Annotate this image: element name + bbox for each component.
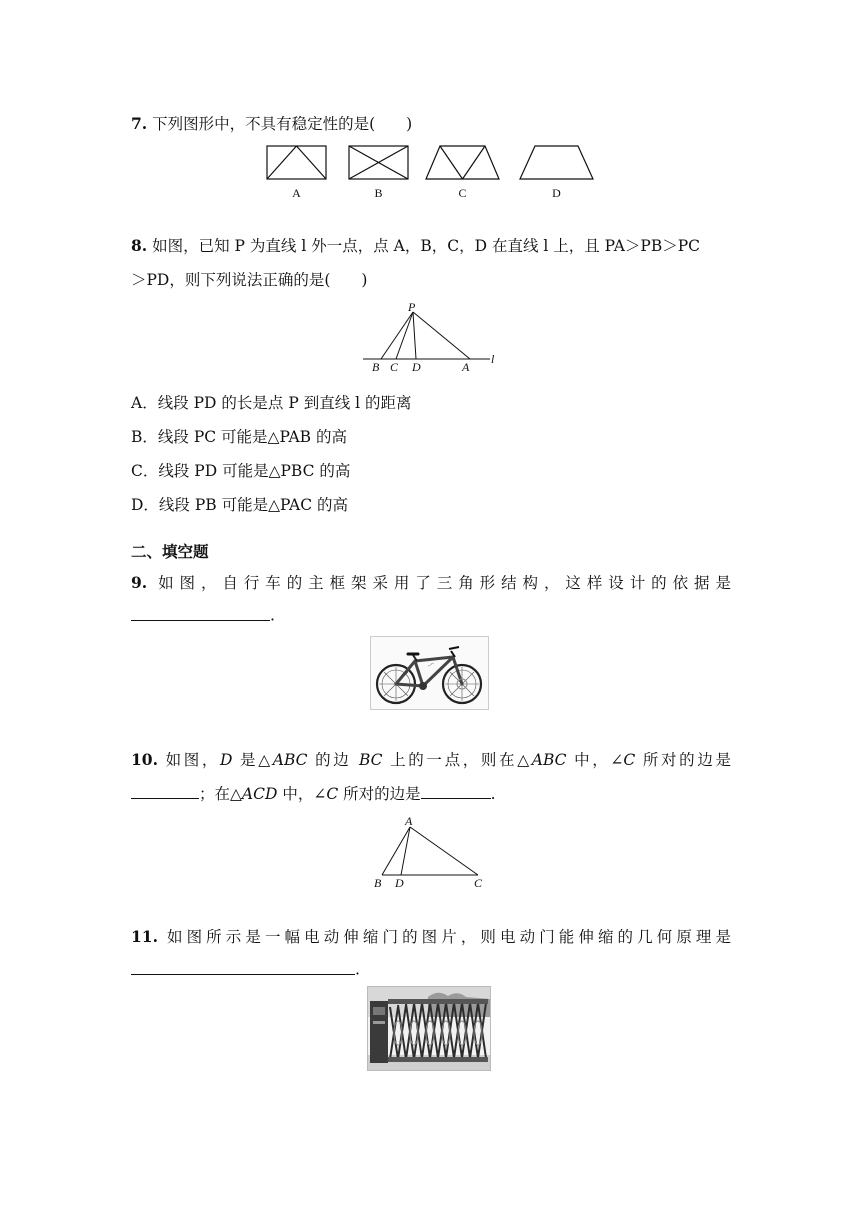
- q9-stem-line2: [131, 604, 275, 625]
- q7-figure-c: [426, 146, 499, 179]
- q10-figure: [370, 812, 490, 892]
- q10-label-b: B: [374, 876, 382, 890]
- q8-figure: [360, 298, 510, 376]
- q10-t3: 是△: [232, 751, 273, 769]
- q9-number: 9.: [131, 573, 148, 592]
- q8-stem-line1: [131, 234, 700, 256]
- electric-gate-image: [367, 986, 491, 1071]
- q7-figure-b: [349, 146, 408, 179]
- q8-choice-d: D．线段 PB 可能是△PAC 的高: [131, 496, 349, 514]
- q10-t9: 中，∠: [566, 751, 624, 769]
- q10-t16: 所对的边是: [338, 785, 421, 803]
- q8-label-p: P: [408, 300, 416, 314]
- q10-label-a: A: [405, 814, 413, 828]
- q7-label-a: A: [292, 186, 301, 200]
- q10-period: .: [490, 785, 496, 803]
- q8-segment-pd: [413, 312, 416, 359]
- q10-answer-blank-2[interactable]: [421, 783, 491, 800]
- q7-stem: [131, 112, 412, 134]
- q10-t11: 所对的边是: [635, 751, 731, 769]
- q8-label-c: C: [390, 360, 399, 374]
- q8-stem-line2: ＞PD，则下列说法正确的是( ): [131, 271, 368, 289]
- q7-figures: [260, 140, 620, 202]
- q8-number: 8.: [131, 236, 148, 255]
- q10-number: 10.: [131, 750, 158, 769]
- q10-label-c: C: [474, 876, 483, 890]
- q8-text-line1: 如图，已知 P 为直线 l 外一点，点 A，B，C，D 在直线 l 上，且 PA＞PB＞PC: [152, 237, 700, 255]
- q8-segment-pb: [381, 312, 413, 359]
- q10-t13: ACD: [241, 785, 278, 803]
- section-title: 二、填空题: [131, 543, 209, 561]
- q9-text-line1: 如图，自行车的主框架采用了三角形结构，这样设计的依据是: [158, 574, 731, 592]
- q10-t15: C: [326, 785, 339, 803]
- q9-answer-blank[interactable]: [131, 604, 270, 621]
- q10-t14: 中，∠: [277, 785, 327, 803]
- q11-period: .: [355, 960, 360, 979]
- q8-choice-a: A．线段 PD 的长是点 P 到直线 l 的距离: [131, 394, 412, 412]
- q7-label-c: C: [458, 186, 467, 200]
- q7-number: 7.: [131, 114, 148, 133]
- q8-segment-pa: [413, 312, 470, 359]
- q7-figure-a: [267, 146, 326, 179]
- q7-text: 下列图形中，不具有稳定性的是( ): [152, 115, 413, 133]
- q10-t7: 上的一点，则在△: [382, 751, 532, 769]
- q8-segment-pc: [396, 312, 413, 359]
- q10-text-line1: [166, 751, 731, 769]
- q11-number: 11.: [131, 927, 158, 946]
- q10-answer-blank-1[interactable]: [131, 783, 199, 800]
- q7-label-d: D: [552, 186, 561, 200]
- q8-choice-c: C．线段 PD 可能是△PBC 的高: [131, 462, 351, 480]
- gate-control-box: [370, 1001, 388, 1063]
- q8-label-b: B: [372, 360, 380, 374]
- q10-t5: 的边: [307, 751, 359, 769]
- q10-label-d: D: [395, 876, 404, 890]
- q8-choice-b: B．线段 PC 可能是△PAB 的高: [131, 428, 347, 446]
- q10-t4: ABC: [272, 751, 308, 769]
- q10-t2: D: [220, 751, 233, 769]
- q11-answer-blank[interactable]: [131, 958, 355, 975]
- bicycle-frame: [396, 657, 462, 686]
- q10-t12: ；在△: [199, 785, 242, 803]
- q10-t8: ABC: [531, 751, 567, 769]
- q11-text-line1: 如图所示是一幅电动伸缩门的图片，则电动门能伸缩的几何原理是: [167, 928, 731, 946]
- svg-text:~~: ~~: [427, 661, 436, 670]
- q9-stem-line1: [131, 571, 731, 593]
- q10-t6: BC: [359, 751, 383, 769]
- q8-label-a: A: [462, 360, 470, 374]
- q11-stem-line2: [131, 958, 360, 979]
- q9-period: .: [270, 606, 275, 625]
- q7-label-b: B: [374, 186, 383, 200]
- q8-label-l: l: [491, 352, 495, 366]
- bicycle-image: [370, 636, 489, 710]
- q10-stem-line1: [131, 748, 731, 770]
- q7-figure-d: [520, 146, 593, 179]
- q10-stem-line2: [131, 782, 496, 804]
- q10-t10: C: [623, 751, 636, 769]
- q11-stem-line1: [131, 925, 731, 947]
- q10-segment-ac: [410, 827, 478, 875]
- q8-label-d: D: [412, 360, 421, 374]
- q10-t1: 如图，: [165, 751, 221, 769]
